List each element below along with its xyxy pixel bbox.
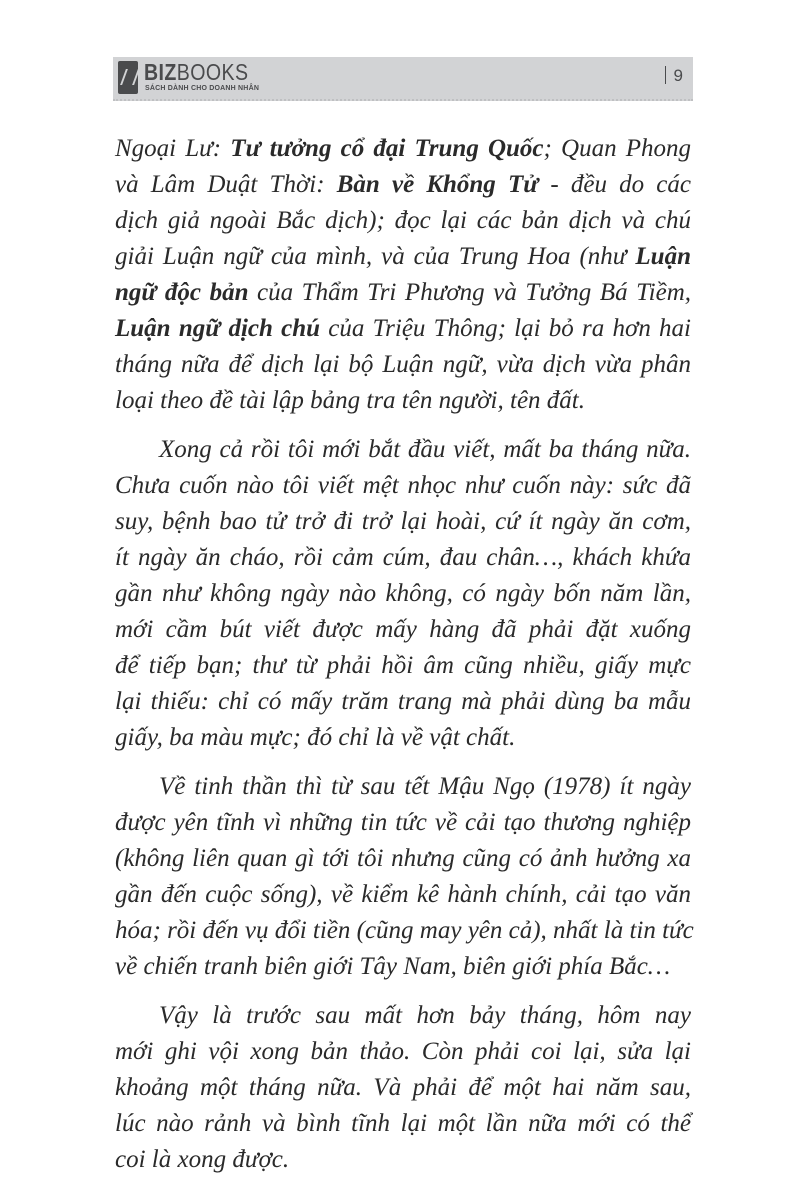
text-segment: Chưa cuốn nào tôi viết mệt nhọc như cuốn này: sức đã xyxy=(115,472,691,499)
bizbooks-logo-icon xyxy=(118,61,138,94)
text-line xyxy=(115,805,691,841)
text-segment: mới cầm bút viết được mấy hàng đã phải đặt xuống xyxy=(115,616,691,643)
text-segment: dịch giả ngoài Bắc dịch); đọc lại các bản dịch và chú xyxy=(115,207,691,234)
text-line xyxy=(115,347,691,383)
text-segment: Vậy là trước sau mất hơn bảy tháng, hôm nay xyxy=(159,1002,691,1029)
brand-bold: BIZ xyxy=(144,59,177,85)
text-line xyxy=(115,275,691,311)
text-line xyxy=(115,648,691,684)
text-line xyxy=(115,1106,691,1142)
text-line xyxy=(115,1070,691,1106)
text-segment: tháng nữa để dịch lại bộ Luận ngữ, vừa dịch vừa phân xyxy=(115,351,691,378)
text-segment: giải Luận ngữ của mình, và của Trung Hoa (như xyxy=(115,243,636,270)
bold-title: Tư tưởng cổ đại Trung Quốc xyxy=(230,135,544,162)
text-line xyxy=(115,383,691,419)
text-line xyxy=(115,203,691,239)
text-segment: được yên tĩnh vì những tin tức về cải tạo thương nghiệp xyxy=(115,809,691,836)
text-segment: - đều do các xyxy=(538,171,691,198)
text-segment: và Lâm Duật Thời: xyxy=(115,171,337,198)
text-line xyxy=(115,684,691,720)
text-line xyxy=(115,949,691,985)
text-line xyxy=(115,1142,691,1178)
text-segment: ; Quan Phong xyxy=(543,135,691,162)
text-segment: mới ghi vội xong bản thảo. Còn phải coi lại, sửa lại xyxy=(115,1038,691,1065)
text-segment: của Triệu Thông; lại bỏ ra hơn hai xyxy=(320,315,692,342)
paragraph xyxy=(115,131,691,419)
text-segment: lúc nào rảnh và bình tĩnh lại một lần nữa mới có thể xyxy=(115,1110,691,1137)
paragraph xyxy=(115,432,691,756)
text-segment: về chiến tranh biên giới Tây Nam, biên giới phía Bắc… xyxy=(115,953,671,980)
text-line xyxy=(115,612,691,648)
text-segment: (không liên quan gì tới tôi nhưng cũng có ảnh hưởng xa xyxy=(115,845,691,872)
bold-title: Luận xyxy=(635,243,691,270)
brand-light: BOOKS xyxy=(176,59,249,85)
text-segment: khoảng một tháng nữa. Và phải để một hai năm sau, xyxy=(115,1074,691,1101)
text-line xyxy=(115,1034,691,1070)
brand-tagline: SÁCH DÀNH CHO DOANH NHÂN xyxy=(145,85,260,92)
paragraph xyxy=(115,998,691,1178)
text-line xyxy=(115,311,691,347)
running-header xyxy=(113,57,693,101)
text-line xyxy=(115,504,691,540)
text-line xyxy=(115,841,691,877)
text-line xyxy=(115,167,691,203)
text-line xyxy=(115,913,694,949)
text-segment: để tiếp bạn; thư từ phải hồi âm cũng nhiều, giấy mực xyxy=(115,652,691,679)
text-line xyxy=(115,540,691,576)
text-segment: gần như không ngày nào không, có ngày bốn năm lần, xyxy=(115,580,691,607)
text-segment: Về tinh thần thì từ sau tết Mậu Ngọ (1978) ít ngày xyxy=(159,773,691,800)
text-segment: giấy, ba màu mực; đó chỉ là về vật chất. xyxy=(115,724,516,751)
text-line xyxy=(115,576,691,612)
text-line xyxy=(115,239,691,275)
bold-title: Bàn về Khổng Tử xyxy=(336,171,539,198)
brand-logo xyxy=(144,59,248,85)
bold-title: Luận ngữ dịch chú xyxy=(115,315,321,342)
text-segment: ít ngày ăn cháo, rồi cảm cúm, đau chân…, khách khứa xyxy=(115,544,691,571)
bold-title: ngữ độc bản xyxy=(115,279,249,306)
text-line xyxy=(115,998,691,1034)
text-segment: Ngoại Lư: xyxy=(115,135,231,162)
text-line xyxy=(115,432,691,468)
text-line xyxy=(115,468,691,504)
page-body xyxy=(115,131,694,1191)
text-segment: hóa; rồi đến vụ đổi tiền (cũng may yên cả), nhất là tin tức xyxy=(115,917,694,944)
text-segment: gần đến cuộc sống), về kiểm kê hành chính, cải tạo văn xyxy=(115,881,691,908)
text-segment: suy, bệnh bao tử trở đi trở lại hoài, cứ ít ngày ăn cơm, xyxy=(115,508,691,535)
text-line xyxy=(115,877,691,913)
text-line xyxy=(115,720,691,756)
text-segment: lại thiếu: chỉ có mấy trăm trang mà phải dùng ba mẫu xyxy=(115,688,691,715)
page-number: 9 xyxy=(665,66,683,86)
text-segment: Xong cả rồi tôi mới bắt đầu viết, mất ba tháng nữa. xyxy=(159,436,691,463)
text-segment: của Thẩm Tri Phương và Tưởng Bá Tiềm, xyxy=(248,279,691,306)
text-segment: coi là xong được. xyxy=(115,1146,290,1173)
paragraph xyxy=(115,769,694,985)
text-line xyxy=(115,769,691,805)
text-segment: loại theo đề tài lập bảng tra tên người, tên đất. xyxy=(115,387,585,414)
text-line xyxy=(115,131,691,167)
